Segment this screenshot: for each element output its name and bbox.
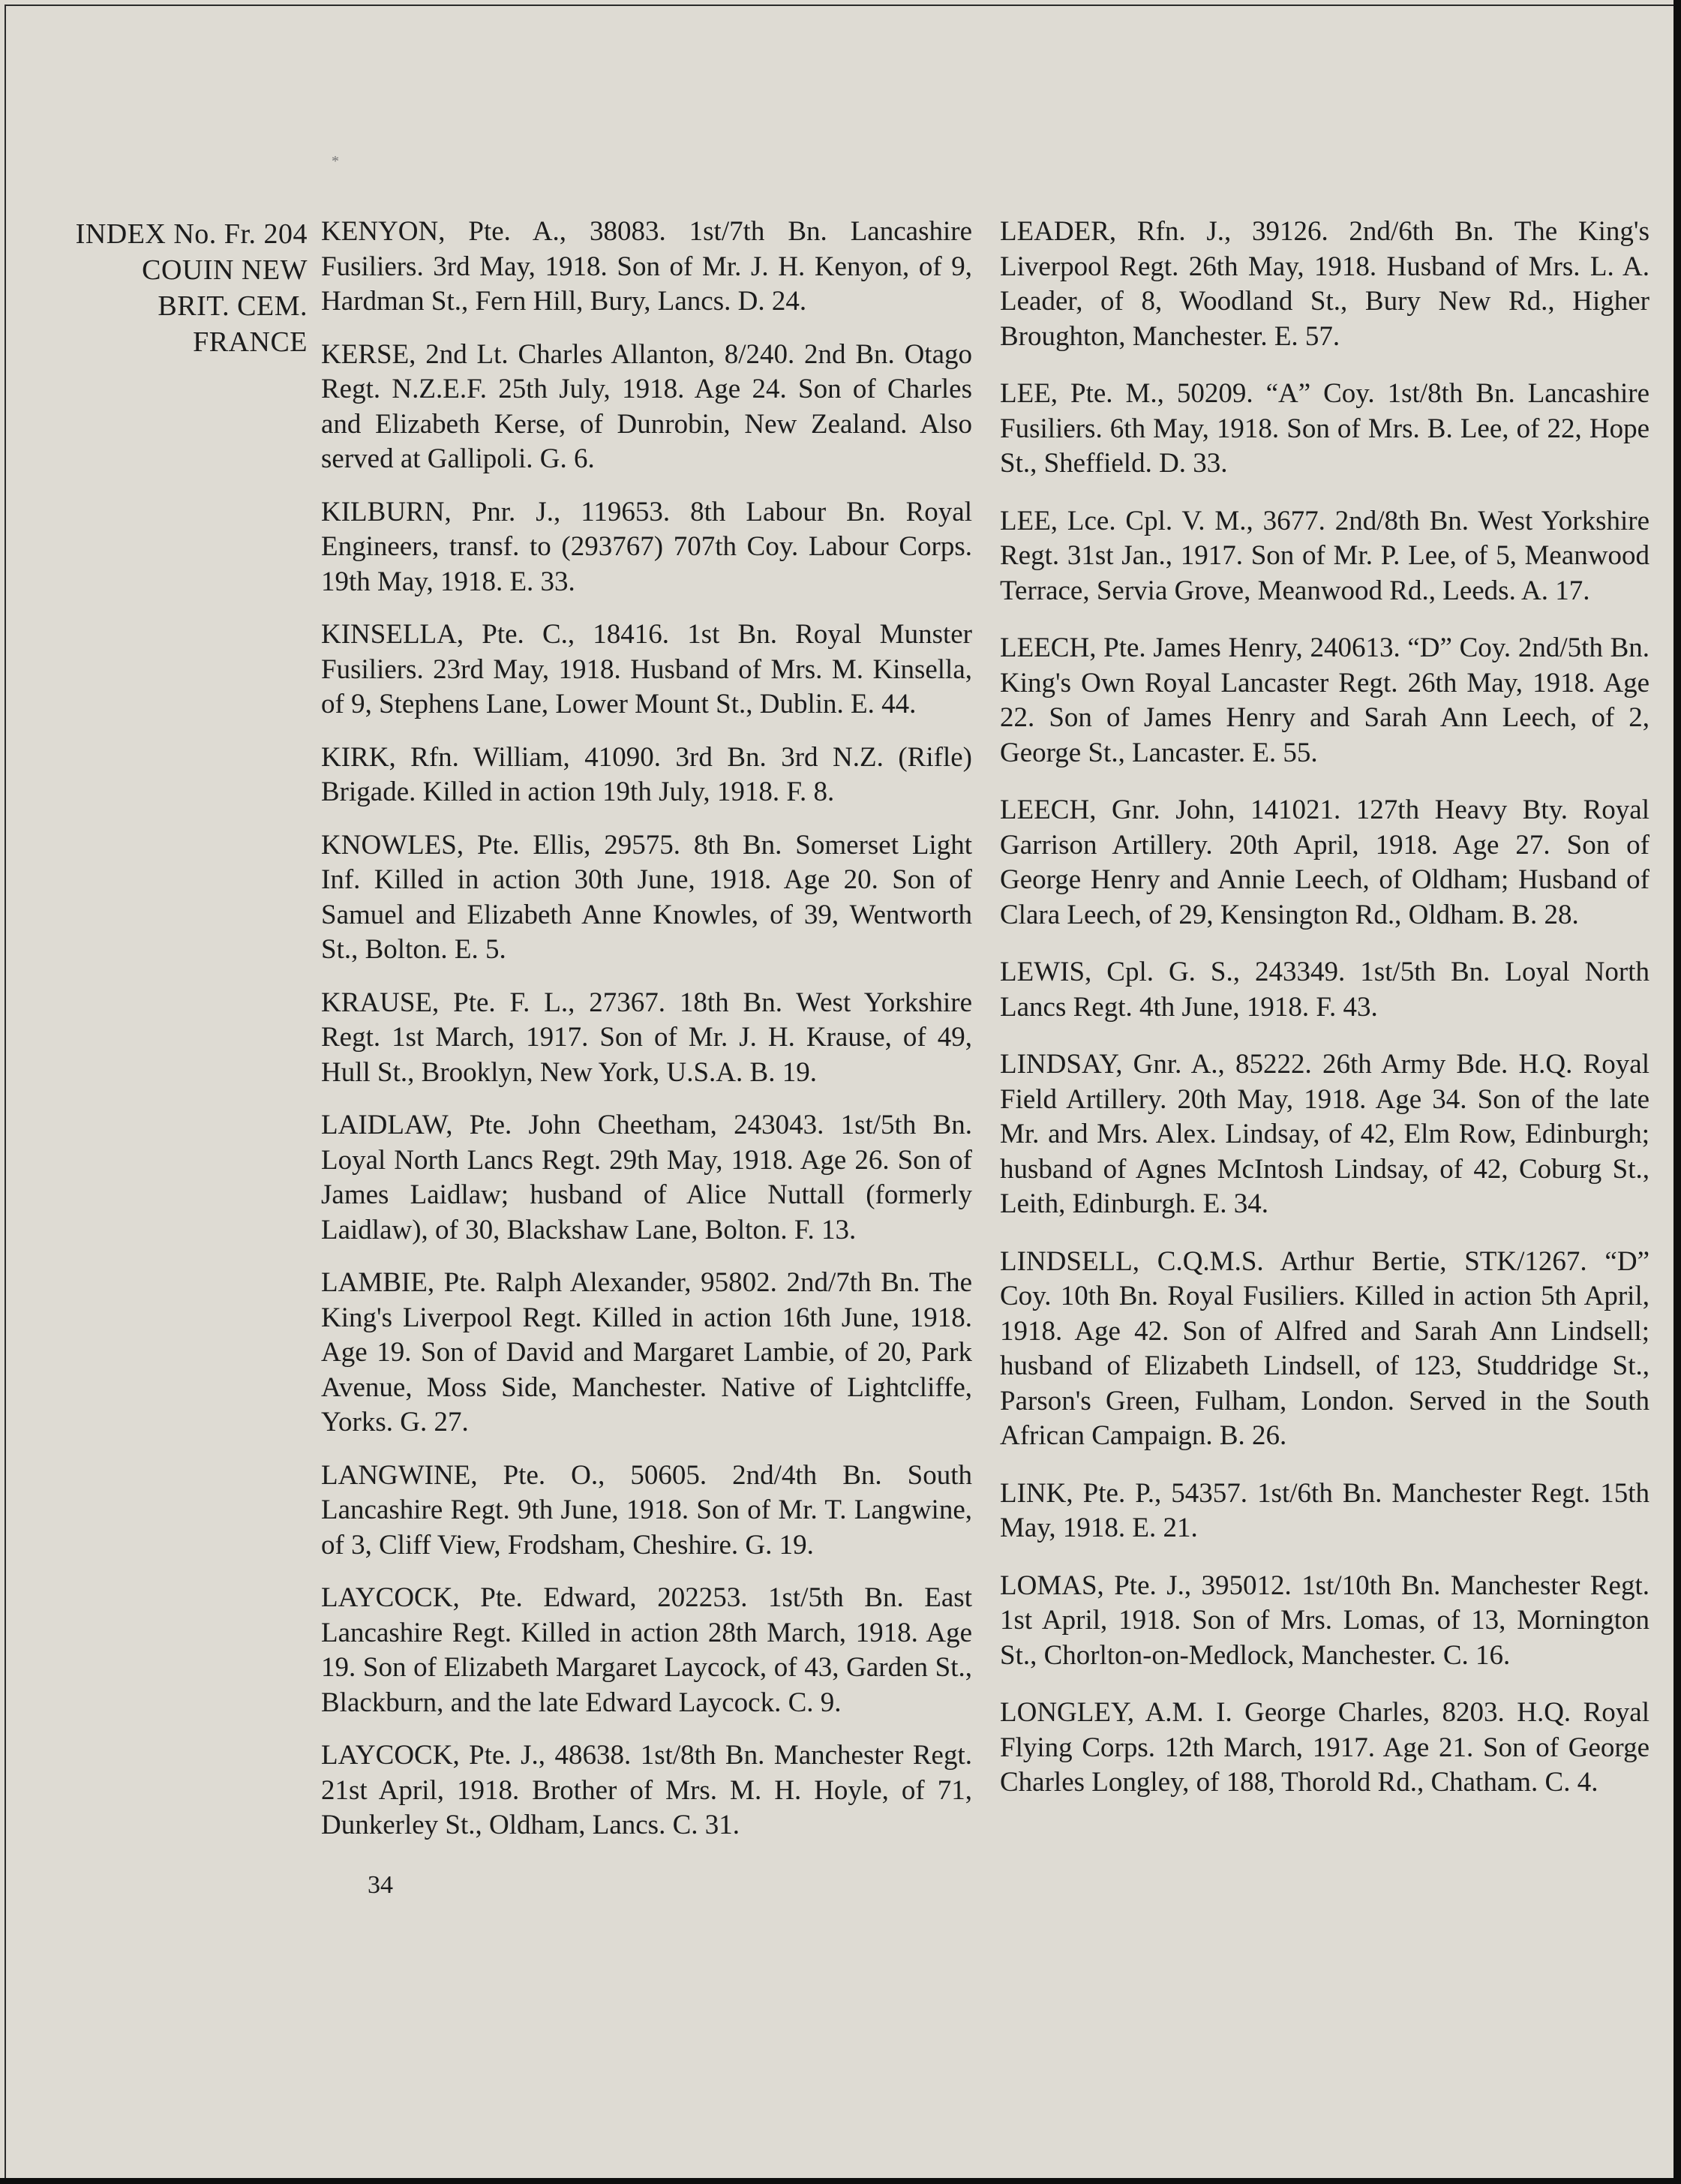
casualty-entry: LEECH, Gnr. John, 141021. 127th Heavy Bty. Royal Garrison Artillery. 20th April, 1918. Age 27. Son of George Henry and Annie Leech, of Oldham; Husband of Clara Leech, of 29, Kensington Rd., Oldham. B. 28. <box>1000 795 1649 930</box>
index-line: BRIT. CEM. <box>158 290 308 322</box>
casualty-entry: LONGLEY, A.M. I. George Charles, 8203. H.Q. Royal Flying Corps. 12th March, 1917. Age 21. Son of George Charles Longley, of 188, Thorold Rd., Chatham. C. 4. <box>1000 1697 1649 1798</box>
scan-edge-right <box>1673 0 1681 2184</box>
casualty-entry: LINDSELL, C.Q.M.S. Arthur Bertie, STK/1267. “D” Coy. 10th Bn. Royal Fusiliers. Killed in action 5th April, 1918. Age 42. Son of Alfred and Sarah Ann Lindsell; husband of Elizabeth Lindsell, of 123, Studdridge St., Parson's Green, Fulham, London. Served in the South African Campaign. B. 26. <box>1000 1245 1649 1451</box>
casualty-entry: LINK, Pte. P., 54357. 1st/6th Bn. Manchester Regt. 15th May, 1918. E. 21. <box>1000 1477 1649 1543</box>
casualty-entry: KINSELLA, Pte. C., 18416. 1st Bn. Royal Munster Fusiliers. 23rd May, 1918. Husband of Mrs. M. Kinsella, of 9, Stephens Lane, Lower Mount St., Dublin. E. 44. <box>321 619 972 719</box>
casualty-entry: KRAUSE, Pte. F. L., 27367. 18th Bn. West Yorkshire Regt. 1st March, 1917. Son of Mr. J. H. Krause, of 49, Hull St., Brooklyn, New York, U.S.A. B. 19. <box>321 987 972 1088</box>
index-line: COUIN NEW <box>142 254 308 286</box>
casualty-entry: LANGWINE, Pte. O., 50605. 2nd/4th Bn. South Lancashire Regt. 9th June, 1918. Son of Mr. T. Langwine, of 3, Cliff View, Frodsham, Cheshire. G. 19. <box>321 1459 972 1561</box>
page-number: 34 <box>368 1871 393 1899</box>
casualty-entry: LEECH, Pte. James Henry, 240613. “D” Coy. 2nd/5th Bn. King's Own Royal Lancaster Regt. 26th May, 1918. Age 22. Son of James Henry and Sarah Ann Leech, of 2, George St., Lancaster. E. 55. <box>1000 632 1649 768</box>
scan-edge-bottom <box>0 2178 1681 2184</box>
casualty-entry: LEE, Lce. Cpl. V. M., 3677. 2nd/8th Bn. West Yorkshire Regt. 31st Jan., 1917. Son of Mr. P. Lee, of 5, Meanwood Terrace, Servia Grove, Meanwood Rd., Leeds. A. 17. <box>1000 505 1649 606</box>
index-line: FRANCE <box>193 326 308 358</box>
casualty-entry: LOMAS, Pte. J., 395012. 1st/10th Bn. Manchester Regt. 1st April, 1918. Son of Mrs. Lomas, of 13, Mornington St., Chorlton-on-Medlock, Manchester. C. 16. <box>1000 1570 1649 1671</box>
casualty-entry: LEADER, Rfn. J., 39126. 2nd/6th Bn. The King's Liverpool Regt. 26th May, 1918. Husband of Mrs. L. A. Leader, of 8, Woodland St., Bury New Rd., Higher Broughton, Manchester. E. 57. <box>1000 216 1649 352</box>
index-line: INDEX No. Fr. 204 <box>75 218 308 250</box>
casualty-entry: LEWIS, Cpl. G. S., 243349. 1st/5th Bn. Loyal North Lancs Regt. 4th June, 1918. F. 43. <box>1000 957 1649 1023</box>
casualty-entry: KIRK, Rfn. William, 41090. 3rd Bn. 3rd N.Z. (Rifle) Brigade. Killed in action 19th July, 1918. F. 8. <box>321 741 972 807</box>
casualty-entry: KILBURN, Pnr. J., 119653. 8th Labour Bn. Royal Engineers, transf. to (293767) 707th Coy. Labour Corps. 19th May, 1918. E. 33. <box>321 496 972 597</box>
casualty-entry: LAIDLAW, Pte. John Cheetham, 243043. 1st/5th Bn. Loyal North Lancs Regt. 29th May, 1918. Age 26. Son of James Laidlaw; husband of Alice Nuttall (formerly Laidlaw), of 30, Blackshaw Lane, Bolton. F. 13. <box>321 1110 972 1245</box>
casualty-entry: KERSE, 2nd Lt. Charles Allanton, 8/240. 2nd Bn. Otago Regt. N.Z.E.F. 25th July, 1918. Age 24. Son of Charles and Elizabeth Kerse, of Dunrobin, New Zealand. Also served at Gallipoli. G. 6. <box>321 338 972 474</box>
cemetery-index-label <box>23 216 308 360</box>
ink-speck: * <box>332 153 339 170</box>
casualty-entry: LAMBIE, Pte. Ralph Alexander, 95802. 2nd/7th Bn. The King's Liverpool Regt. Killed in action 16th June, 1918. Age 19. Son of David and Margaret Lambie, of 20, Park Avenue, Moss Side, Manchester. Native of Lightcliffe, Yorks. G. 27. <box>321 1267 972 1437</box>
left-column <box>321 215 972 1843</box>
casualty-entry: LINDSAY, Gnr. A., 85222. 26th Army Bde. H.Q. Royal Field Artillery. 20th May, 1918. Age 34. Son of the late Mr. and Mrs. Alex. Lindsay, of 42, Elm Row, Edinburgh; husband of Agnes McIntosh Lindsay, of 42, Coburg St., Leith, Edinburgh. E. 34. <box>1000 1049 1649 1219</box>
casualty-entry: KNOWLES, Pte. Ellis, 29575. 8th Bn. Somerset Light Inf. Killed in action 30th June, 1918. Age 20. Son of Samuel and Elizabeth Anne Knowles, of 39, Wentworth St., Bolton. E. 5. <box>321 829 972 965</box>
casualty-entry: KENYON, Pte. A., 38083. 1st/7th Bn. Lancashire Fusiliers. 3rd May, 1918. Son of Mr. J. H. Kenyon, of 9, Hardman St., Fern Hill, Bury, Lancs. D. 24. <box>321 216 972 317</box>
right-column <box>1000 215 1649 1801</box>
casualty-entry: LAYCOCK, Pte. J., 48638. 1st/8th Bn. Manchester Regt. 21st April, 1918. Brother of Mrs. M. H. Hoyle, of 71, Dunkerley St., Oldham, Lancs. C. 31. <box>321 1740 972 1840</box>
casualty-entry: LAYCOCK, Pte. Edward, 202253. 1st/5th Bn. East Lancashire Regt. Killed in action 28th March, 1918. Age 19. Son of Elizabeth Margaret Laycock, of 43, Garden St., Blackburn, and the late Edward Laycock. C. 9. <box>321 1582 972 1718</box>
casualty-entry: LEE, Pte. M., 50209. “A” Coy. 1st/8th Bn. Lancashire Fusiliers. 6th May, 1918. Son of Mrs. B. Lee, of 22, Hope St., Sheffield. D. 33. <box>1000 378 1649 479</box>
